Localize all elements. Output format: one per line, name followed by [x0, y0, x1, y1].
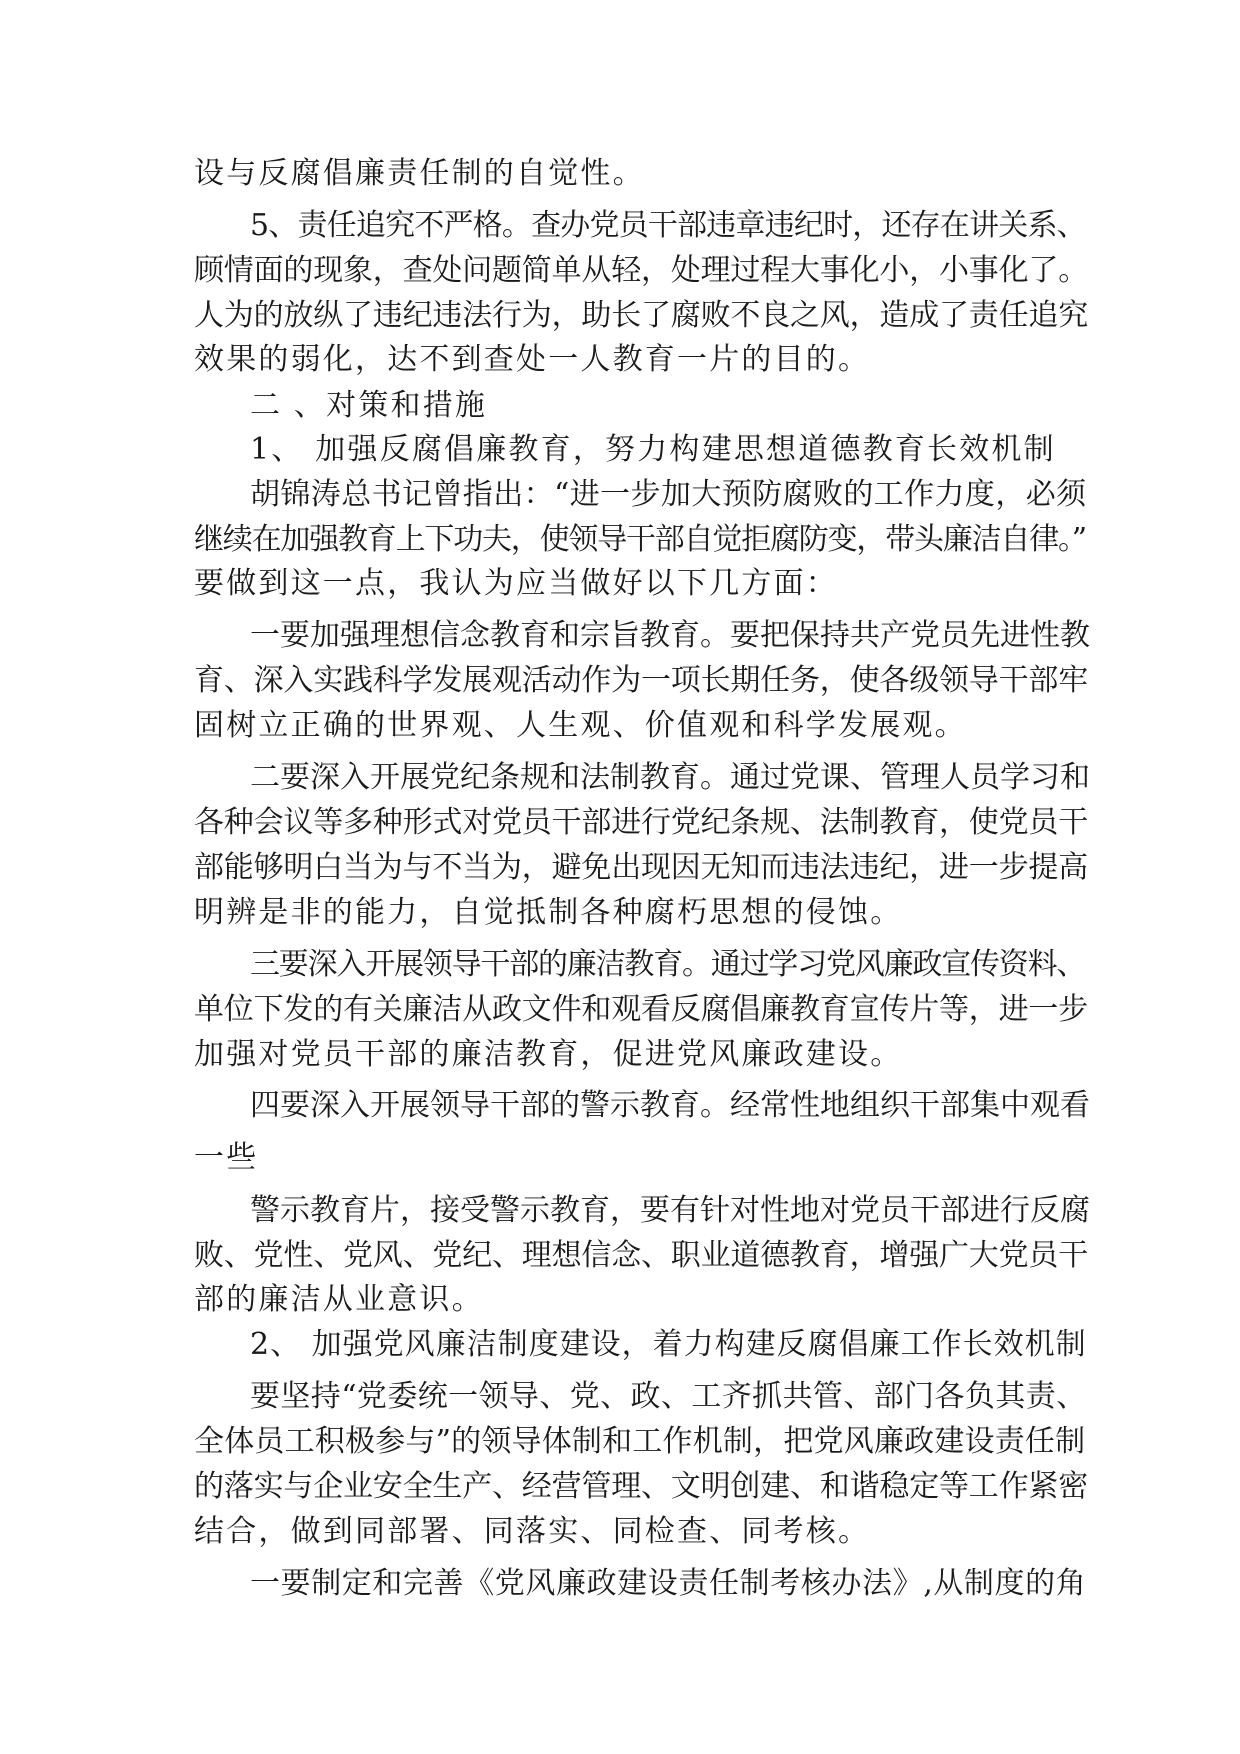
- subsection-heading: 2、 加强党风廉洁制度建设，着力构建反腐倡廉工作长效机制: [250, 1327, 1087, 1362]
- text-line: 人为的放纵了违纪违法行为，助长了腐败不良之风，造成了责任追究: [194, 298, 1088, 333]
- text-line: 继续在加强教育上下功夫，使领导干部自觉拒腐防变，带头廉洁自律。”: [194, 522, 1086, 557]
- text-line: 全体员工积极参与”的领导体制和工作机制，把党风廉政建设责任制: [194, 1424, 1086, 1459]
- text-line: 三要深入开展领导干部的廉洁教育。通过学习党风廉政宣传资料、: [250, 947, 1086, 982]
- text-line: 各种会议等多种形式对党员干部进行党纪条规、法制教育，使党员干: [194, 805, 1088, 840]
- text-line: 四要深入开展领导干部的警示教育。经常性地组织干部集中观看: [250, 1088, 1090, 1123]
- text-line: 加强对党员干部的廉洁教育，促进党风廉政建设。: [194, 1037, 903, 1072]
- subsection-heading: 1、 加强反腐倡廉教育，努力构建思想道德教育长效机制: [250, 432, 1056, 467]
- text-line: 一些: [194, 1140, 259, 1175]
- text-line: 效果的弱化，达不到查处一人教育一片的目的。: [194, 342, 871, 377]
- text-line: 顾情面的现象，查处问题简单从轻，处理过程大事化小，小事化了。: [194, 253, 1088, 288]
- text-line: 明辨是非的能力，自觉抵制各种腐朽思想的侵蚀。: [194, 895, 903, 930]
- text-line: 胡锦涛总书记曾指出：“进一步加大预防腐败的工作力度，必须: [250, 477, 1087, 512]
- text-line: 设与反腐倡廉责任制的自觉性。: [194, 156, 645, 191]
- text-line: 结合，做到同部署、同落实、同检查、同考核。: [194, 1514, 871, 1549]
- text-line: 一要加强理想信念教育和宗旨教育。要把保持共产党员先进性教: [250, 618, 1090, 653]
- text-line: 的落实与企业安全生产、经营管理、文明创建、和谐稳定等工作紧密: [194, 1469, 1088, 1504]
- text-line: 育、深入实践科学发展观活动作为一项长期任务，使各级领导干部牢: [194, 663, 1088, 698]
- text-line: 单位下发的有关廉洁从政文件和观看反腐倡廉教育宣传片等，进一步: [194, 992, 1088, 1027]
- text-line: 二要深入开展党纪条规和法制教育。通过党课、管理人员学习和: [250, 760, 1090, 795]
- text-line: 警示教育片，接受警示教育，要有针对性地对党员干部进行反腐: [250, 1193, 1090, 1228]
- text-line: 一要制定和完善《党风廉政建设责任制考核办法》,从制度的角: [250, 1566, 1087, 1601]
- text-line: 5、责任追究不严格。查办党员干部违章违纪时，还存在讲关系、: [250, 208, 1086, 243]
- text-line: 固树立正确的世界观、人生观、价值观和科学发展观。: [194, 708, 967, 743]
- text-line: 要做到这一点，我认为应当做好以下几方面：: [194, 566, 838, 601]
- section-heading: 二 、对策和措施: [250, 388, 488, 423]
- text-line: 要坚持“党委统一领导、党、政、工齐抓共管、部门各负其责、: [250, 1379, 1087, 1414]
- text-line: 部的廉洁从业意识。: [194, 1282, 484, 1317]
- text-line: 败、党性、党风、党纪、理想信念、职业道德教育，增强广大党员干: [194, 1238, 1088, 1273]
- text-line: 部能够明白当为与不当为，避免出现因无知而违法违纪，进一步提高: [194, 850, 1088, 885]
